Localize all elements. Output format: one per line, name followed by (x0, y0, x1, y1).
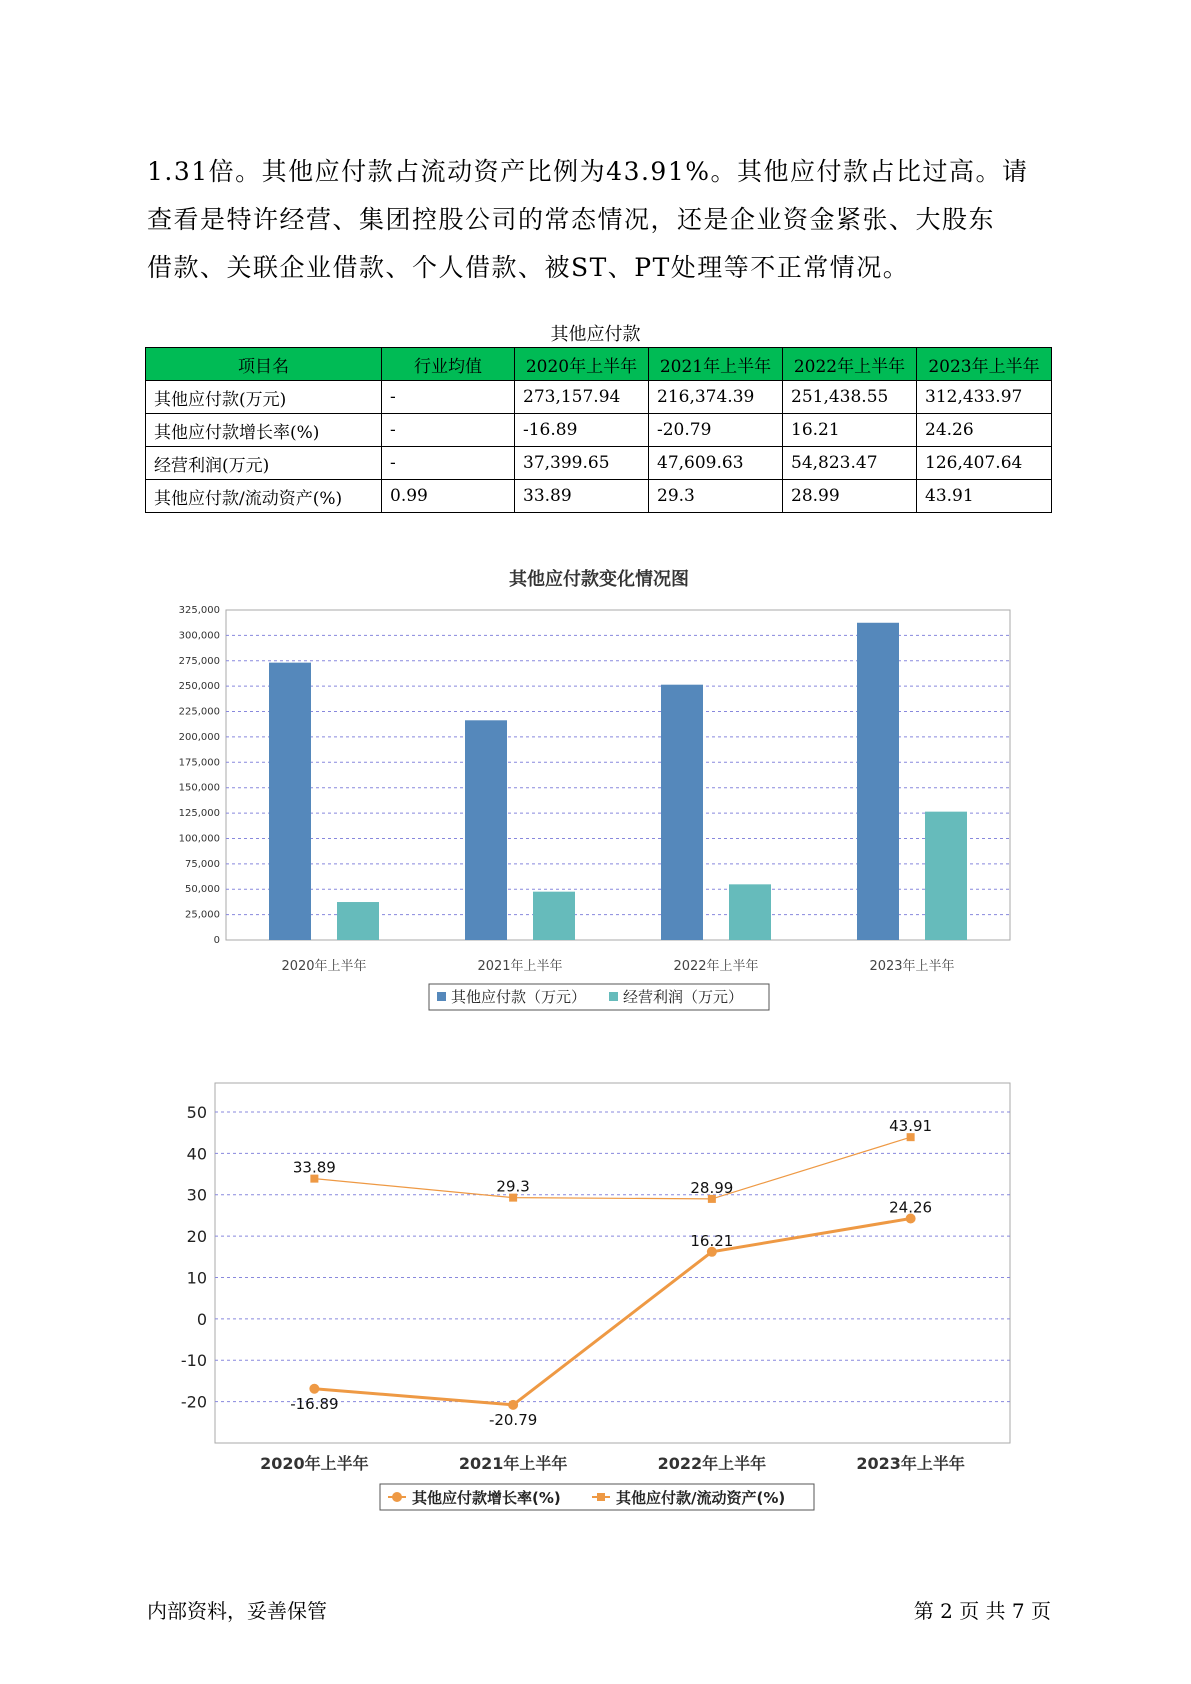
table-cell: - (382, 447, 515, 480)
legend-label: 经营利润（万元） (623, 988, 744, 1006)
y-tick-label: 175,000 (178, 757, 220, 769)
data-label: -20.79 (488, 1410, 538, 1429)
header-cell: 2023年上半年 (917, 348, 1052, 381)
y-tick-label: 20 (186, 1227, 207, 1247)
table-cell: 251,438.55 (783, 381, 917, 414)
y-tick-label: 0 (213, 935, 220, 946)
x-tick-label: 2022年上半年 (673, 959, 759, 974)
y-tick-label: 30 (186, 1185, 207, 1205)
y-tick-label: -20 (180, 1392, 207, 1412)
table-cell: 126,407.64 (917, 447, 1052, 480)
legend-label: 其他应付款增长率(%) (412, 1489, 561, 1507)
x-tick-label: 2021年上半年 (477, 959, 563, 974)
y-tick-label: 50 (186, 1102, 207, 1122)
y-tick-label: 225,000 (178, 706, 220, 718)
y-tick-label: 200,000 (178, 731, 220, 743)
data-point (309, 1384, 319, 1394)
y-tick-label: 275,000 (178, 655, 220, 667)
series-line (314, 1137, 910, 1199)
x-tick-label: 2022年上半年 (657, 1454, 767, 1473)
paragraph-line: 1.31倍。其他应付款占流动资产比例为43.91%。其他应付款占比过高。请 (147, 157, 1029, 186)
table-cell: 54,823.47 (783, 447, 917, 480)
x-tick-label: 2023年上半年 (856, 1454, 965, 1473)
x-tick-label: 2020年上半年 (281, 959, 367, 974)
table-cell: 29.3 (649, 480, 783, 513)
x-tick-label: 2021年上半年 (458, 1454, 568, 1473)
paragraph-line: 借款、关联企业借款、个人借款、被ST、PT处理等不正常情况。 (147, 253, 910, 282)
y-tick-label: 75,000 (185, 858, 220, 870)
legend-marker (392, 1492, 402, 1502)
y-tick-label: 25,000 (185, 909, 220, 921)
y-tick-label: 300,000 (178, 630, 220, 642)
data-label: 43.91 (889, 1117, 933, 1136)
y-tick-label: 325,000 (178, 605, 220, 616)
chart-title: 其他应付款变化情况图 (509, 569, 689, 590)
table-cell: 其他应付款/流动资产(%) (146, 480, 382, 513)
page-number: 第 2 页 共 7 页 (913, 1599, 1051, 1623)
y-tick-label: 40 (186, 1144, 207, 1164)
header-cell: 项目名 (146, 348, 382, 381)
table-cell: 16.21 (783, 414, 917, 447)
table-cell: 273,157.94 (515, 381, 649, 414)
header-cell: 2022年上半年 (783, 348, 917, 381)
y-tick-label: 50,000 (185, 884, 220, 896)
series-line (314, 1218, 910, 1404)
data-point (508, 1400, 518, 1410)
paragraph-line: 查看是特许经营、集团控股公司的常态情况，还是企业资金紧张、大股东 (147, 205, 996, 234)
table-cell: - (382, 414, 515, 447)
table-cell: 经营利润(万元) (146, 447, 382, 480)
data-label: 28.99 (690, 1178, 734, 1197)
table-cell: -16.89 (515, 414, 649, 447)
table-cell: - (382, 381, 515, 414)
y-tick-label: 0 (196, 1309, 207, 1329)
table-cell: 0.99 (382, 480, 515, 513)
header-cell: 行业均值 (382, 348, 515, 381)
table-cell: 其他应付款增长率(%) (146, 414, 382, 447)
y-tick-label: 250,000 (178, 681, 220, 693)
legend-marker (597, 1493, 605, 1501)
footer-note: 内部资料，妥善保管 (147, 1599, 327, 1623)
data-label: 24.26 (889, 1198, 933, 1217)
y-tick-label: -10 (180, 1351, 207, 1371)
data-label: 29.3 (496, 1177, 530, 1196)
data-label: 33.89 (292, 1158, 336, 1177)
x-tick-label: 2020年上半年 (260, 1454, 369, 1473)
legend-label: 其他应付款（万元） (451, 988, 587, 1006)
table-cell: 216,374.39 (649, 381, 783, 414)
table-cell: -20.79 (649, 414, 783, 447)
table-title: 其他应付款 (550, 324, 641, 345)
table-cell: 33.89 (515, 480, 649, 513)
y-tick-label: 125,000 (178, 808, 220, 820)
table-cell: 47,609.63 (649, 447, 783, 480)
table-cell: 24.26 (917, 414, 1052, 447)
table-cell: 28.99 (783, 480, 917, 513)
table-cell: 43.91 (917, 480, 1052, 513)
table-cell: 其他应付款(万元) (146, 381, 382, 414)
y-tick-label: 150,000 (178, 782, 220, 794)
legend-label: 其他应付款/流动资产(%) (616, 1489, 786, 1507)
header-cell: 2021年上半年 (649, 348, 783, 381)
data-label: -16.89 (290, 1394, 339, 1413)
x-tick-label: 2023年上半年 (869, 959, 955, 974)
header-cell: 2020年上半年 (515, 348, 649, 381)
y-tick-label: 10 (186, 1268, 207, 1288)
chart-legend (380, 1484, 814, 1510)
y-tick-label: 100,000 (178, 833, 220, 845)
table-cell: 312,433.97 (917, 381, 1052, 414)
data-label: 16.21 (690, 1231, 734, 1250)
table-cell: 37,399.65 (515, 447, 649, 480)
